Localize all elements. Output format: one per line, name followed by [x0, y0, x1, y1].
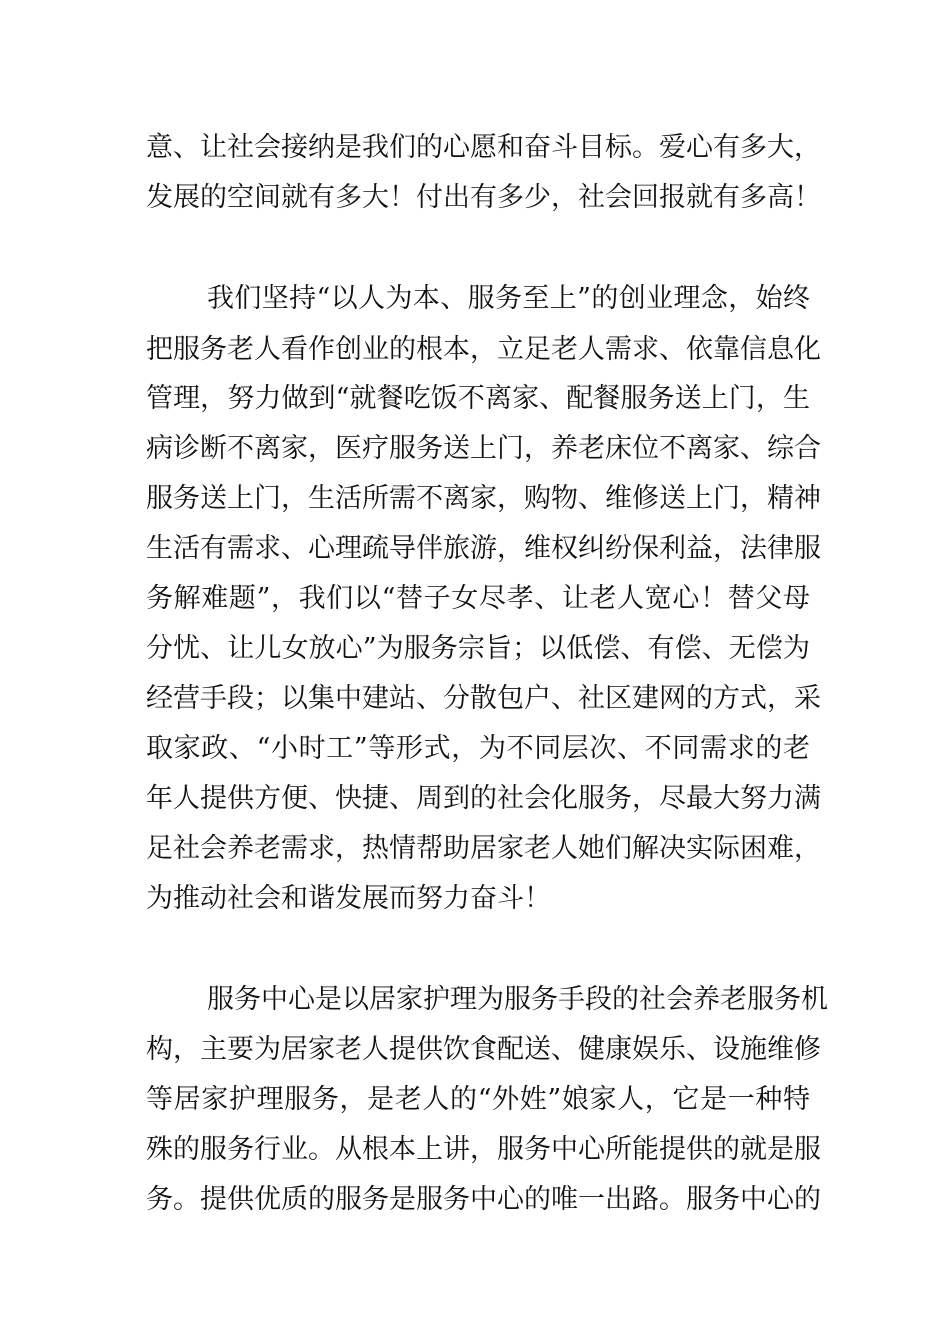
paragraph-3-line-5: 务。提供优质的服务是服务中心的唯一出路。服务中心的 [146, 1184, 821, 1215]
paragraph-3-line-1: 服务中心是以居家护理为服务手段的社会养老服务机 [207, 984, 828, 1015]
paragraph-2-line-11: 年人提供方便、快捷、周到的社会化服务，尽最大努力满 [146, 783, 821, 814]
paragraph-2-line-4: 病诊断不离家，医疗服务送上门，养老床位不离家、综合 [146, 433, 821, 464]
paragraph-2-line-13: 为推动社会和谐发展而努力奋斗！ [146, 883, 551, 914]
paragraph-3-line-4: 殊的服务行业。从根本上讲，服务中心所能提供的就是服 [146, 1134, 821, 1165]
paragraph-2-line-3: 管理，努力做到“就餐吃饭不离家、配餐服务送上门，生 [146, 383, 810, 414]
paragraph-2-line-5: 服务送上门，生活所需不离家，购物、维修送上门，精神 [146, 483, 821, 514]
paragraph-2-line-7: 务解难题”，我们以“替子女尽孝、让老人宽心！替父母 [146, 583, 810, 614]
paragraph-2-line-8: 分忧、让儿女放心”为服务宗旨；以低偿、有偿、无偿为 [146, 633, 810, 664]
paragraph-1-line-1: 意、让社会接纳是我们的心愿和奋斗目标。爱心有多大， [146, 132, 821, 163]
paragraph-2-line-2: 把服务老人看作创业的根本，立足老人需求、依靠信息化 [146, 334, 821, 365]
paragraph-2-line-1: 我们坚持“以人为本、服务至上”的创业理念，始终 [207, 283, 810, 314]
paragraph-2-line-9: 经营手段；以集中建站、分散包户、社区建网的方式，采 [146, 683, 821, 714]
paragraph-3-line-2: 构，主要为居家老人提供饮食配送、健康娱乐、设施维修 [146, 1034, 821, 1065]
paragraph-2-line-6: 生活有需求、心理疏导伴旅游，维权纠纷保利益，法律服 [146, 533, 821, 564]
paragraph-2-line-10: 取家政、“小时工”等形式，为不同层次、不同需求的老 [146, 733, 810, 764]
paragraph-2-line-12: 足社会养老需求，热情帮助居家老人她们解决实际困难， [146, 833, 821, 864]
paragraph-1-line-2: 发展的空间就有多大！付出有多少，社会回报就有多高！ [146, 182, 821, 213]
paragraph-3-line-3: 等居家护理服务，是老人的“外姓”娘家人，它是一种特 [146, 1084, 810, 1115]
